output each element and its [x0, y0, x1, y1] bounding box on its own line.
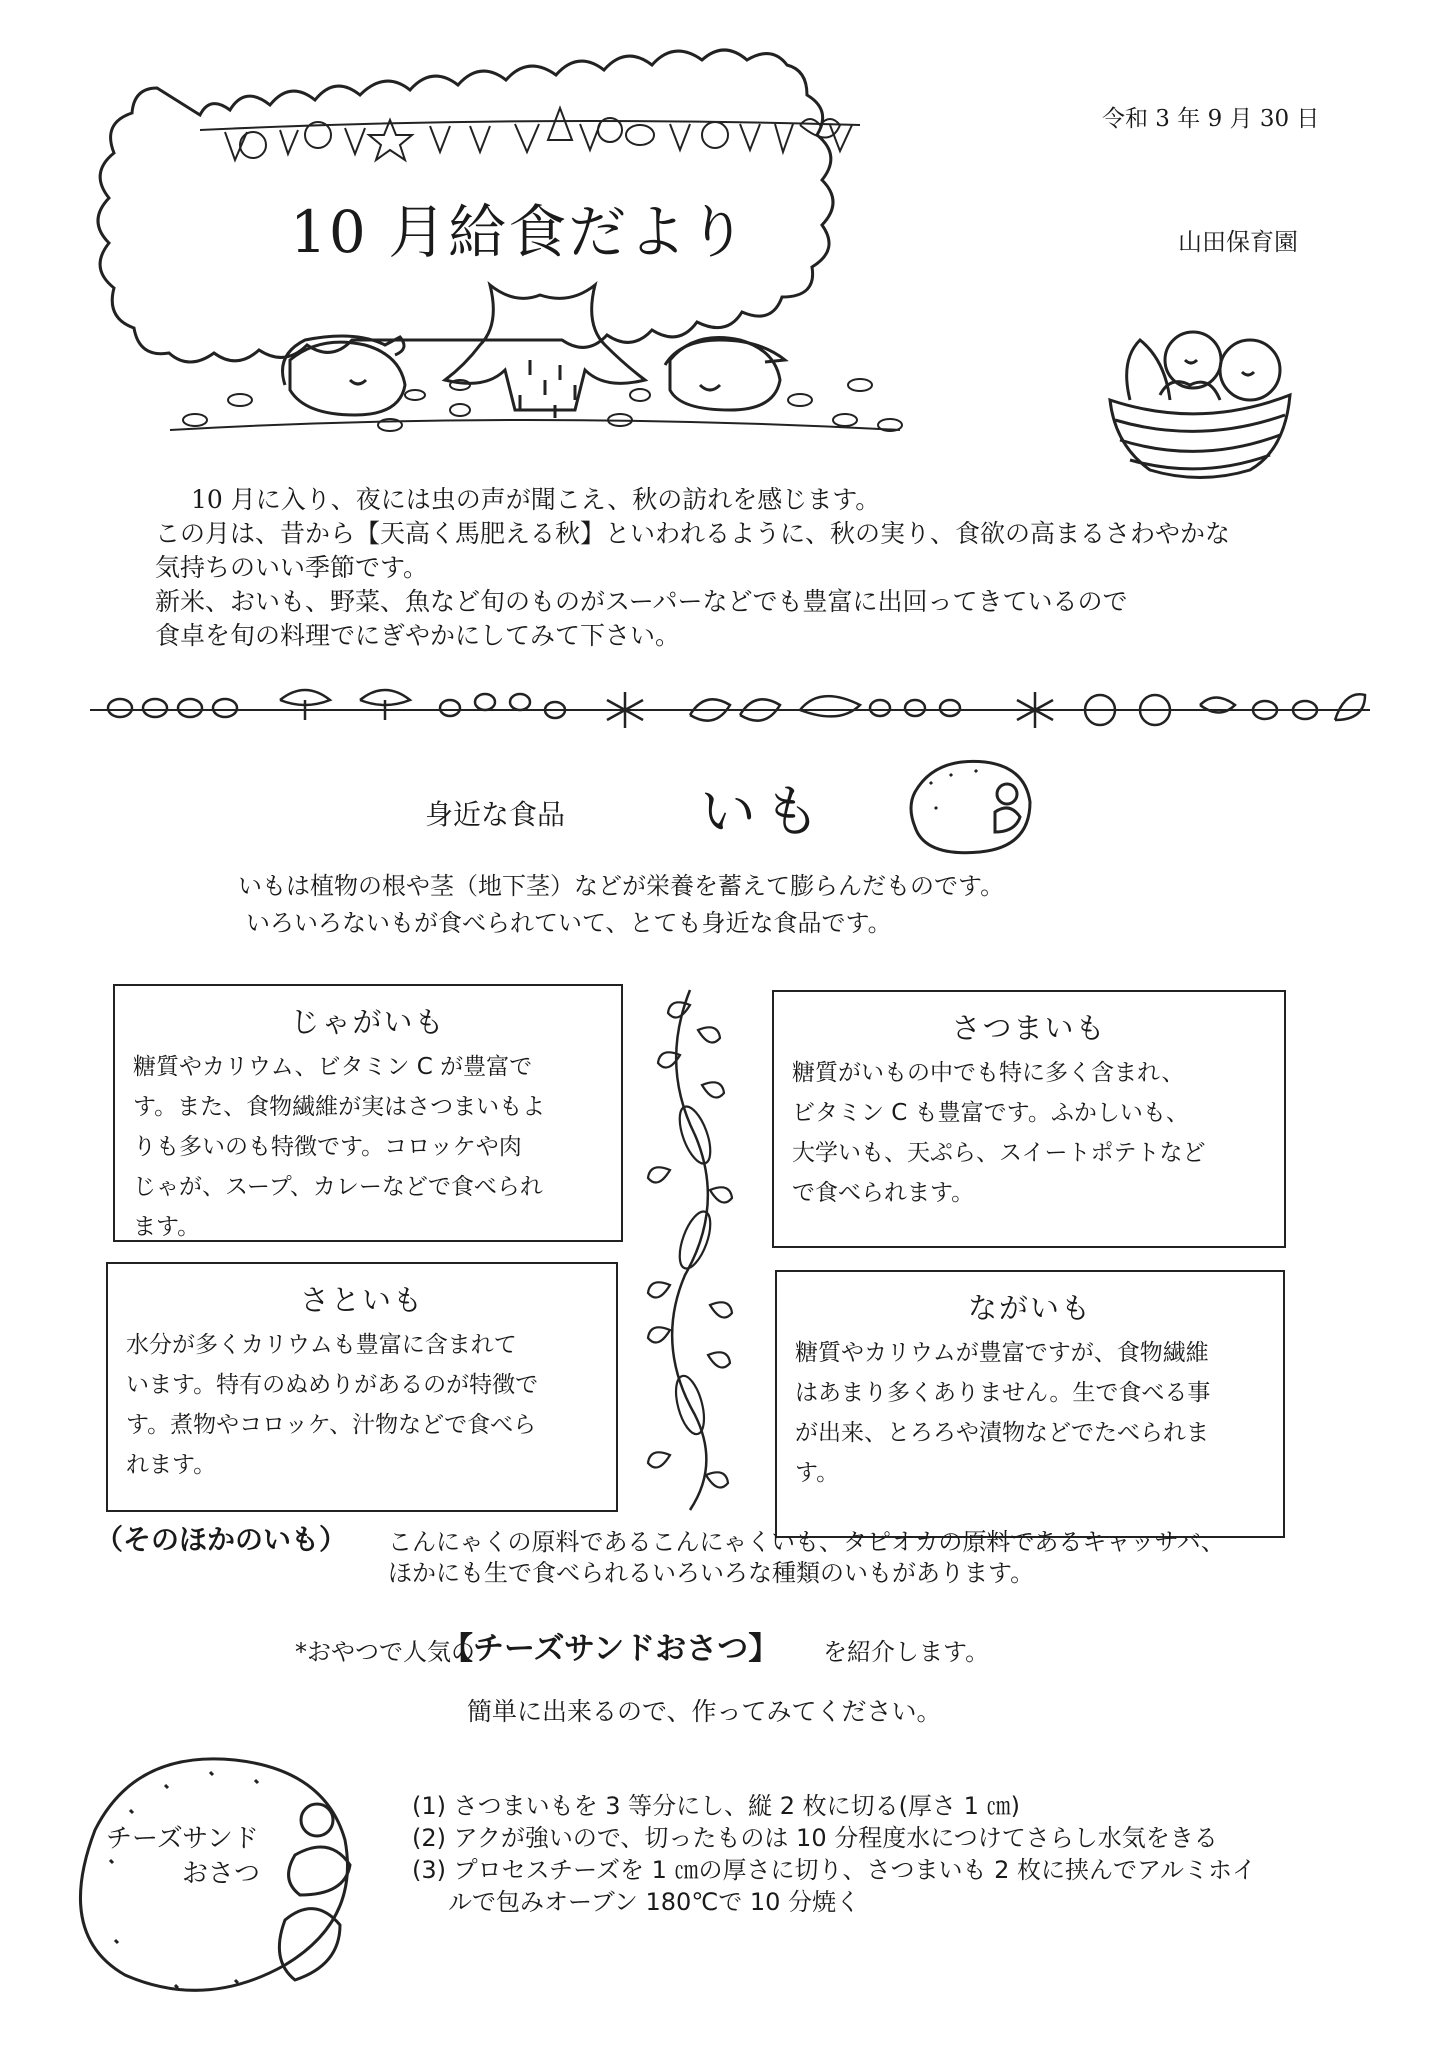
other-potatoes-label: （そのほかのいも） [95, 1523, 348, 1556]
recipe-step: (2) アクが強いので、切ったものは 10 分程度水につけてさらし水気をきる [412, 1824, 1218, 1852]
potato-card-line: が出来、とろろや漬物などでたべられま [795, 1420, 1209, 1446]
potato-icon [895, 752, 1035, 862]
potato-card-line: れます。 [126, 1452, 217, 1478]
potato-card-satoimo [106, 1262, 618, 1512]
vine-decoration [640, 985, 740, 1515]
recipe-name: 【チーズサンドおさつ】 [442, 1631, 780, 1667]
potato-card-line: す。 [795, 1460, 840, 1486]
potato-card-body [108, 1319, 616, 1485]
potato-card-line: す。また、食物繊維が実はさつまいもよ [133, 1094, 546, 1120]
potato-card-line: じゃが、スープ、カレーなどで食べられ [133, 1174, 543, 1200]
potato-card-body [774, 1047, 1284, 1213]
organization-name: 山田保育園 [1178, 228, 1298, 256]
potato-card-body [777, 1327, 1283, 1493]
potato-card-line: います。特有のぬめりがあるのが特徴で [126, 1372, 539, 1398]
intro-line: 10 月に入り、夜には虫の声が聞こえ、秋の訪れを感じます。 [191, 485, 881, 514]
intro-line: 気持ちのいい季節です。 [155, 553, 429, 582]
recipe-intro-prefix: *おやつで人気の [295, 1638, 475, 1666]
recipe-step-continuation: ルで包みオーブン 180℃で 10 分焼く [448, 1888, 861, 1916]
section-title: いも [700, 780, 828, 845]
potato-card-jagaimo [113, 984, 623, 1242]
potato-card-title: さつまいも [951, 1011, 1107, 1045]
potato-card-line: りも多いのも特徴です。コロッケや肉 [133, 1134, 522, 1160]
recipe-easy-note: 簡単に出来るので、作ってみてください。 [467, 1697, 942, 1726]
potato-card-line: 大学いも、天ぷら、スイートポテトなど [792, 1140, 1206, 1166]
page-title: 10 月給食だより [290, 198, 749, 266]
potato-card-line: 糖質やカリウム、ビタミン C が豊富で [133, 1054, 533, 1080]
recipe-steps [412, 1790, 1256, 1918]
intro-line: この月は、昔から【天高く馬肥える秋】といわれるように、秋の実り、食欲の高まるさわやかな [155, 519, 1231, 548]
potato-card-line: す。煮物やコロッケ、汁物などで食べら [126, 1412, 537, 1438]
potato-card-title: ながいも [967, 1291, 1092, 1325]
potato-card-body [115, 1041, 621, 1247]
other-potatoes-line: ほかにも生で食べられるいろいろな種類のいもがあります。 [388, 1559, 1035, 1587]
recipe-intro-suffix: を紹介します。 [823, 1638, 990, 1666]
leaf-divider [80, 680, 1380, 740]
potato-card-line: ます。 [133, 1214, 201, 1240]
potato-card-line: 水分が多くカリウムも豊富に含まれて [126, 1332, 517, 1358]
potato-card-title: じゃがいも [290, 1005, 446, 1039]
potato-card-title: さといも [299, 1283, 424, 1317]
recipe-badge-line: おさつ [182, 1859, 261, 1889]
recipe-step: (3) プロセスチーズを 1 ㎝の厚さに切り、さつまいも 2 枚に挟んでアルミホイ [412, 1856, 1257, 1884]
potato-card-line: はあまり多くありません。生で食べる事 [795, 1380, 1211, 1406]
recipe-step: (1) さつまいもを 3 等分にし、縦 2 枚に切る(厚さ 1 ㎝) [412, 1792, 1020, 1820]
section-description-line: いもは植物の根や茎（地下茎）などが栄養を蓄えて膨らんだものです。 [238, 872, 1005, 900]
section-label: 身近な食品 [425, 798, 566, 831]
other-potatoes-line: こんにゃくの原料であるこんにゃくいも、タピオカの原料であるキャッサバ、 [388, 1528, 1225, 1556]
section-description [238, 868, 1004, 942]
intro-line: 新米、おいも、野菜、魚など旬のものがスーパーなどでも豊富に出回ってきているので [155, 587, 1128, 616]
potato-card-line: ビタミン C も豊富です。ふかしいも、 [792, 1100, 1189, 1126]
intro-line: 食卓を旬の料理でにぎやかにしてみて下さい。 [155, 621, 681, 650]
potato-card-nagaimo [775, 1270, 1285, 1538]
recipe-badge-line: チーズサンド [106, 1824, 259, 1854]
issue-date: 令和 3 年 9 月 30 日 [1102, 106, 1320, 132]
potato-card-satsumaimo [772, 990, 1286, 1248]
potato-card-line: で食べられます。 [792, 1180, 975, 1206]
section-description-line: いろいろないもが食べられていて、とても身近な食品です。 [246, 909, 892, 937]
potato-card-line: 糖質やカリウムが豊富ですが、食物繊維 [795, 1340, 1209, 1366]
intro-paragraph [155, 483, 1355, 653]
potato-card-line: 糖質がいもの中でも特に多く含まれ、 [792, 1060, 1185, 1086]
